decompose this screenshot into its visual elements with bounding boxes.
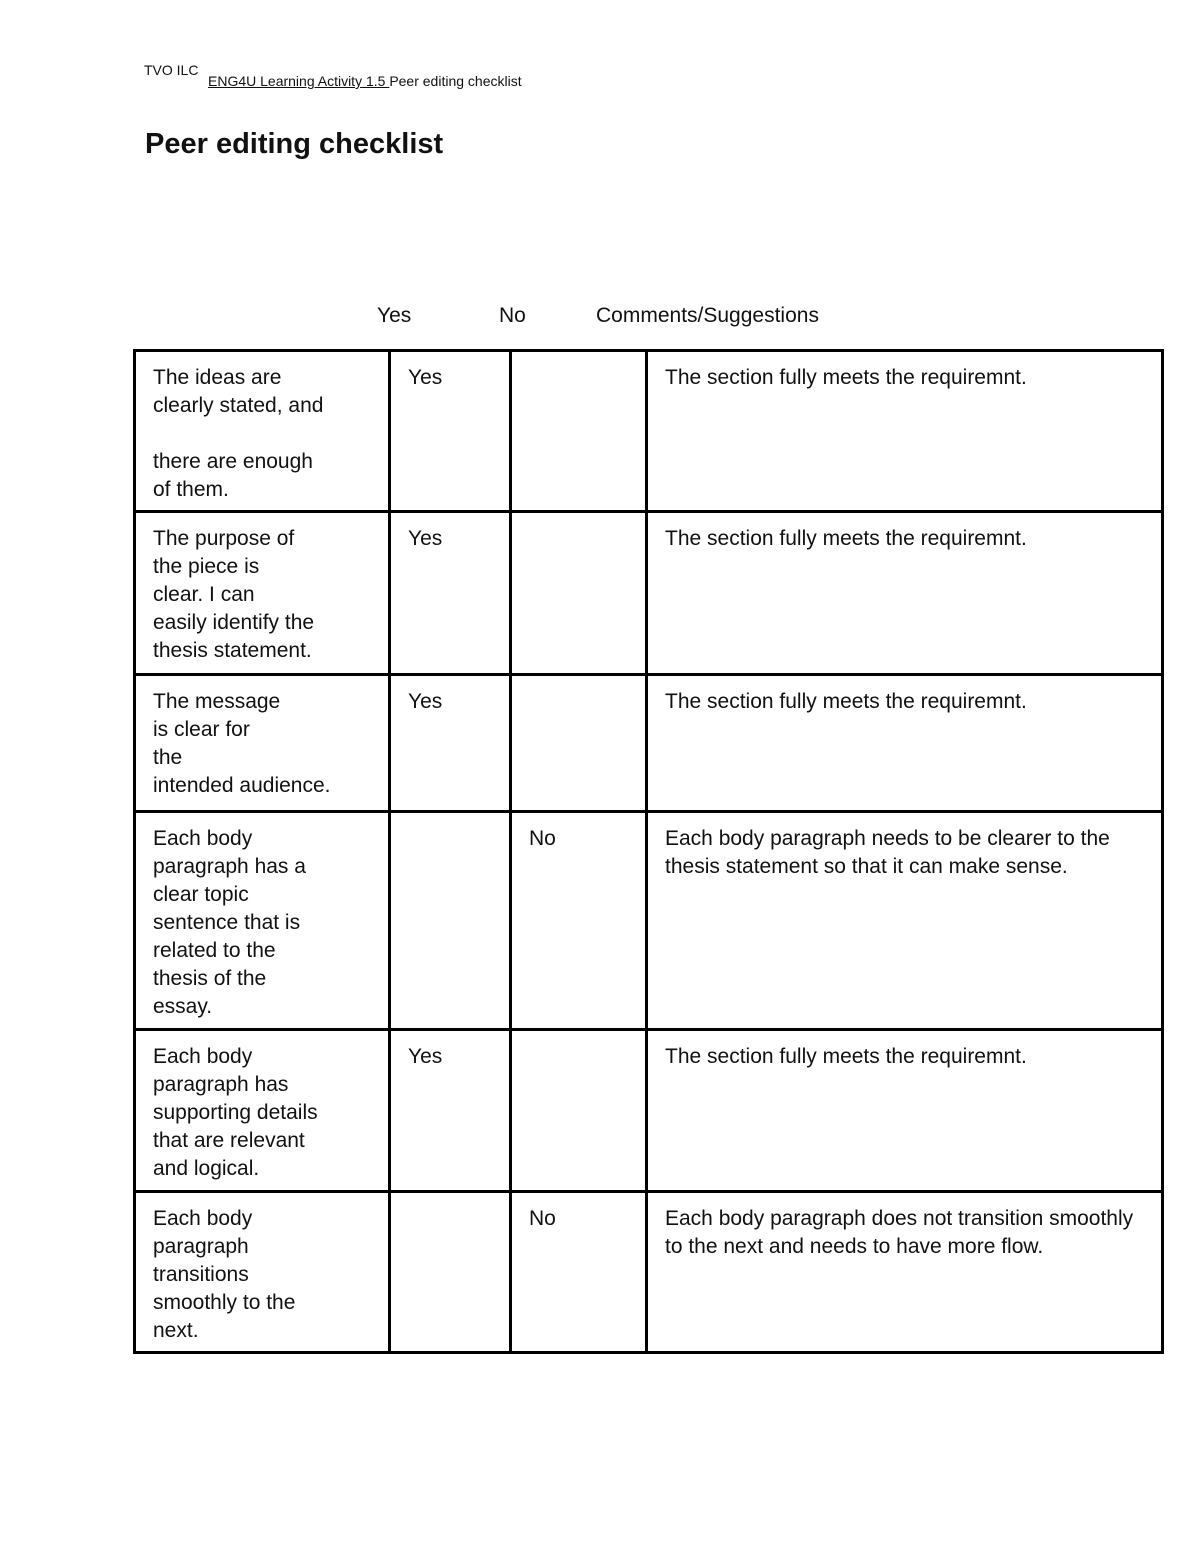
comment-cell: Each body paragraph does not transition smoothly to the next and needs to have more flow. — [647, 1192, 1163, 1353]
table-row — [135, 512, 1163, 675]
criterion-cell: Each body paragraph has supporting details that are relevant and logical. — [135, 1030, 390, 1192]
criterion-cell: The message is clear for the intended audience. — [135, 675, 390, 812]
column-header-comments: Comments/Suggestions — [596, 304, 819, 327]
no-cell — [511, 1030, 647, 1192]
comment-cell: Each body paragraph needs to be clearer to the thesis statement so that it can make sense. — [647, 812, 1163, 1030]
criterion-cell: Each body paragraph transitions smoothly to the next. — [135, 1192, 390, 1353]
criterion-cell: Each body paragraph has a clear topic sentence that is related to the thesis of the essay. — [135, 812, 390, 1030]
yes-cell: Yes — [390, 351, 511, 512]
column-header-yes: Yes — [377, 304, 412, 327]
no-cell — [511, 675, 647, 812]
column-header-no: No — [499, 304, 526, 327]
criterion-cell: The purpose of the piece is clear. I can easily identify the thesis statement. — [135, 512, 390, 675]
no-cell: No — [511, 1192, 647, 1353]
comment-cell: The section fully meets the requiremnt. — [647, 1030, 1163, 1192]
header-course — [208, 73, 522, 89]
header-org: TVO ILC — [144, 62, 199, 78]
table-row — [135, 1030, 1163, 1192]
no-cell — [511, 512, 647, 675]
table-row — [135, 812, 1163, 1030]
no-cell: No — [511, 812, 647, 1030]
table-row — [135, 675, 1163, 812]
yes-cell: Yes — [390, 512, 511, 675]
course-rest: Peer editing checklist — [389, 73, 522, 89]
yes-cell: Yes — [390, 1030, 511, 1192]
checklist-table — [133, 349, 1164, 1354]
yes-cell — [390, 812, 511, 1030]
comment-cell: The section fully meets the requiremnt. — [647, 351, 1163, 512]
comment-cell: The section fully meets the requiremnt. — [647, 675, 1163, 812]
no-cell — [511, 351, 647, 512]
comment-cell: The section fully meets the requiremnt. — [647, 512, 1163, 675]
course-link[interactable]: ENG4U Learning Activity 1.5 — [208, 73, 390, 89]
criterion-cell: The ideas are clearly stated, and there are enough of them. — [135, 351, 390, 512]
table-row — [135, 351, 1163, 512]
table-row — [135, 1192, 1163, 1353]
page-title: Peer editing checklist — [145, 128, 444, 160]
yes-cell: Yes — [390, 675, 511, 812]
yes-cell — [390, 1192, 511, 1353]
